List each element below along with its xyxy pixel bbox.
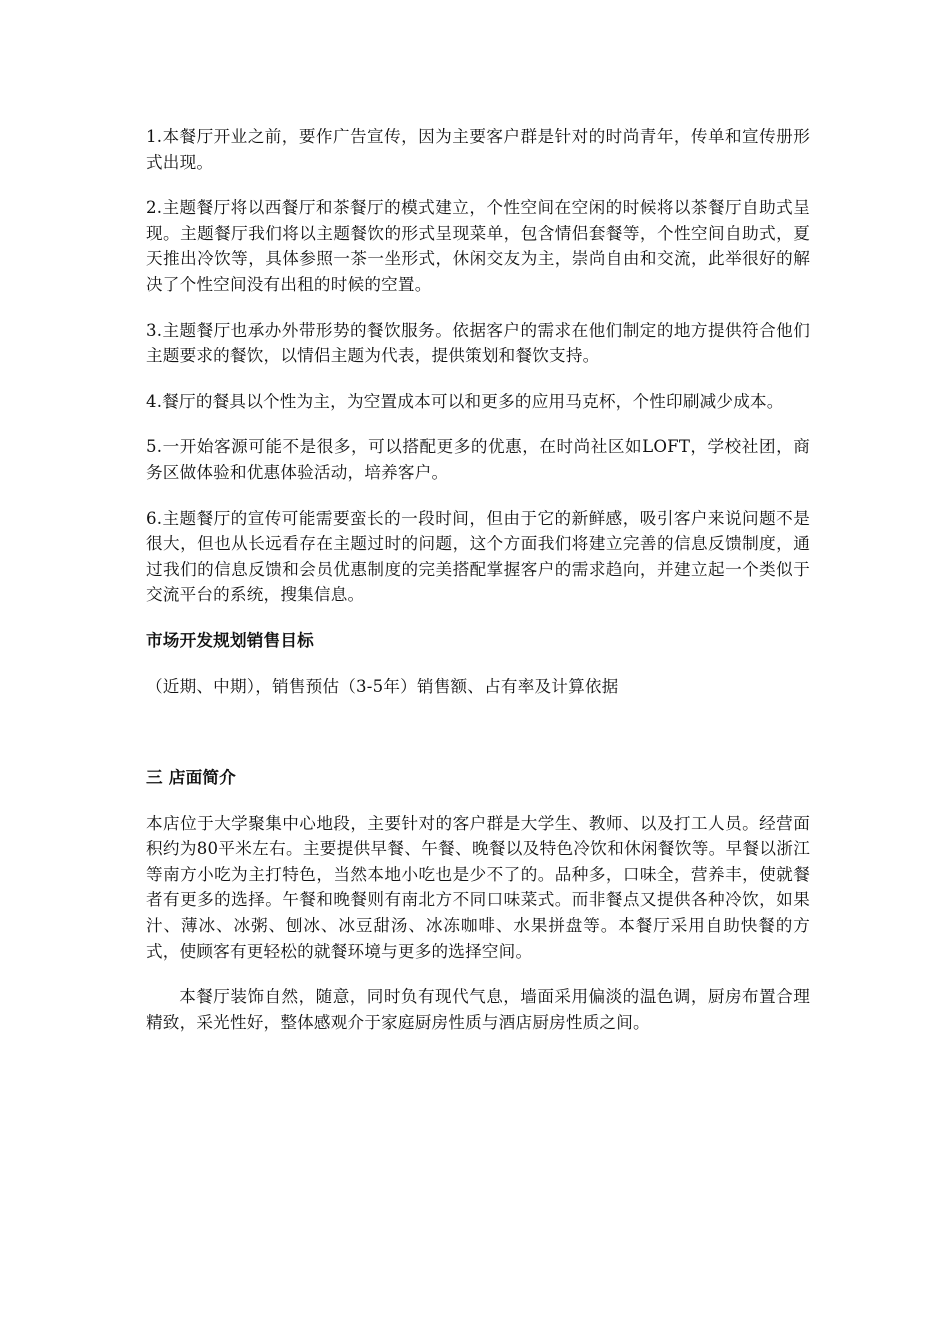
store-heading: 三 店面简介: [146, 768, 236, 788]
market-subtitle: （近期、中期），销售预估（3-5年）销售额、占有率及计算依据: [146, 676, 619, 696]
item-4: 4.餐厅的餐具以个性为主，为空置成本可以和更多的应用马克杯，个性印刷减少成本。: [146, 391, 784, 411]
item-3: 3.主题餐厅也承办外带形势的餐饮服务。依据客户的需求在他们制定的地方提供符合他们主题要求的餐饮，以情侣主题为代表，提供策划和餐饮支持。: [146, 320, 810, 366]
item-2: 2.主题餐厅将以西餐厅和茶餐厅的模式建立，个性空间在空闲的时候将以茶餐厅自助式呈现。主题餐厅我们将以主题餐饮的形式呈现菜单，包含情侣套餐等，个性空间自助式，夏天推出冷饮等，具体参照一茶一坐形式，休闲交友为主，崇尚自由和交流，此举很好的解决了个性空间没有出租的时候的空置。: [146, 198, 810, 294]
store-intro-paragraph: 本店位于大学聚集中心地段，主要针对的客户群是大学生、教师、以及打工人员。经营面积约为80平米左右。主要提供早餐、午餐、晚餐以及特色冷饮和休闲餐饮等。早餐以浙江等南方小吃为主打特色，当然本地小吃也是少不了的。品种多，口味全，营养丰，使就餐者有更多的选择。午餐和晚餐则有南北方不同口味菜式。而非餐点又提供各种冷饮，如果汁、薄冰、冰粥、刨冰、冰豆甜汤、冰冻咖啡、水果拼盘等。本餐厅采用自助快餐的方式，使顾客有更轻松的就餐环境与更多的选择空间。: [146, 813, 810, 961]
market-heading: 市场开发规划销售目标: [146, 630, 314, 650]
item-1: 1.本餐厅开业之前，要作广告宣传，因为主要客户群是针对的时尚青年，传单和宣传册形式出现。: [146, 127, 810, 172]
store-decor-paragraph: 本餐厅装饰自然，随意，同时负有现代气息，墙面采用偏淡的温色调，厨房布置合理精致，采光性好，整体感观介于家庭厨房性质与酒店厨房性质之间。: [146, 987, 810, 1032]
item-6: 6.主题餐厅的宣传可能需要蛮长的一段时间，但由于它的新鲜感，吸引客户来说问题不是很大，但也从长远看存在主题过时的问题，这个方面我们将建立完善的信息反馈制度，通过我们的信息反馈和会员优惠制度的完美搭配掌握客户的需求趋向，并建立起一个类似于交流平台的系统，搜集信息。: [146, 508, 810, 605]
document-body: [146, 124, 810, 1035]
item-5: 5.一开始客源可能不是很多，可以搭配更多的优惠，在时尚社区如LOFT，学校社团，商务区做体验和优惠体验活动，培养客户。: [146, 437, 810, 482]
